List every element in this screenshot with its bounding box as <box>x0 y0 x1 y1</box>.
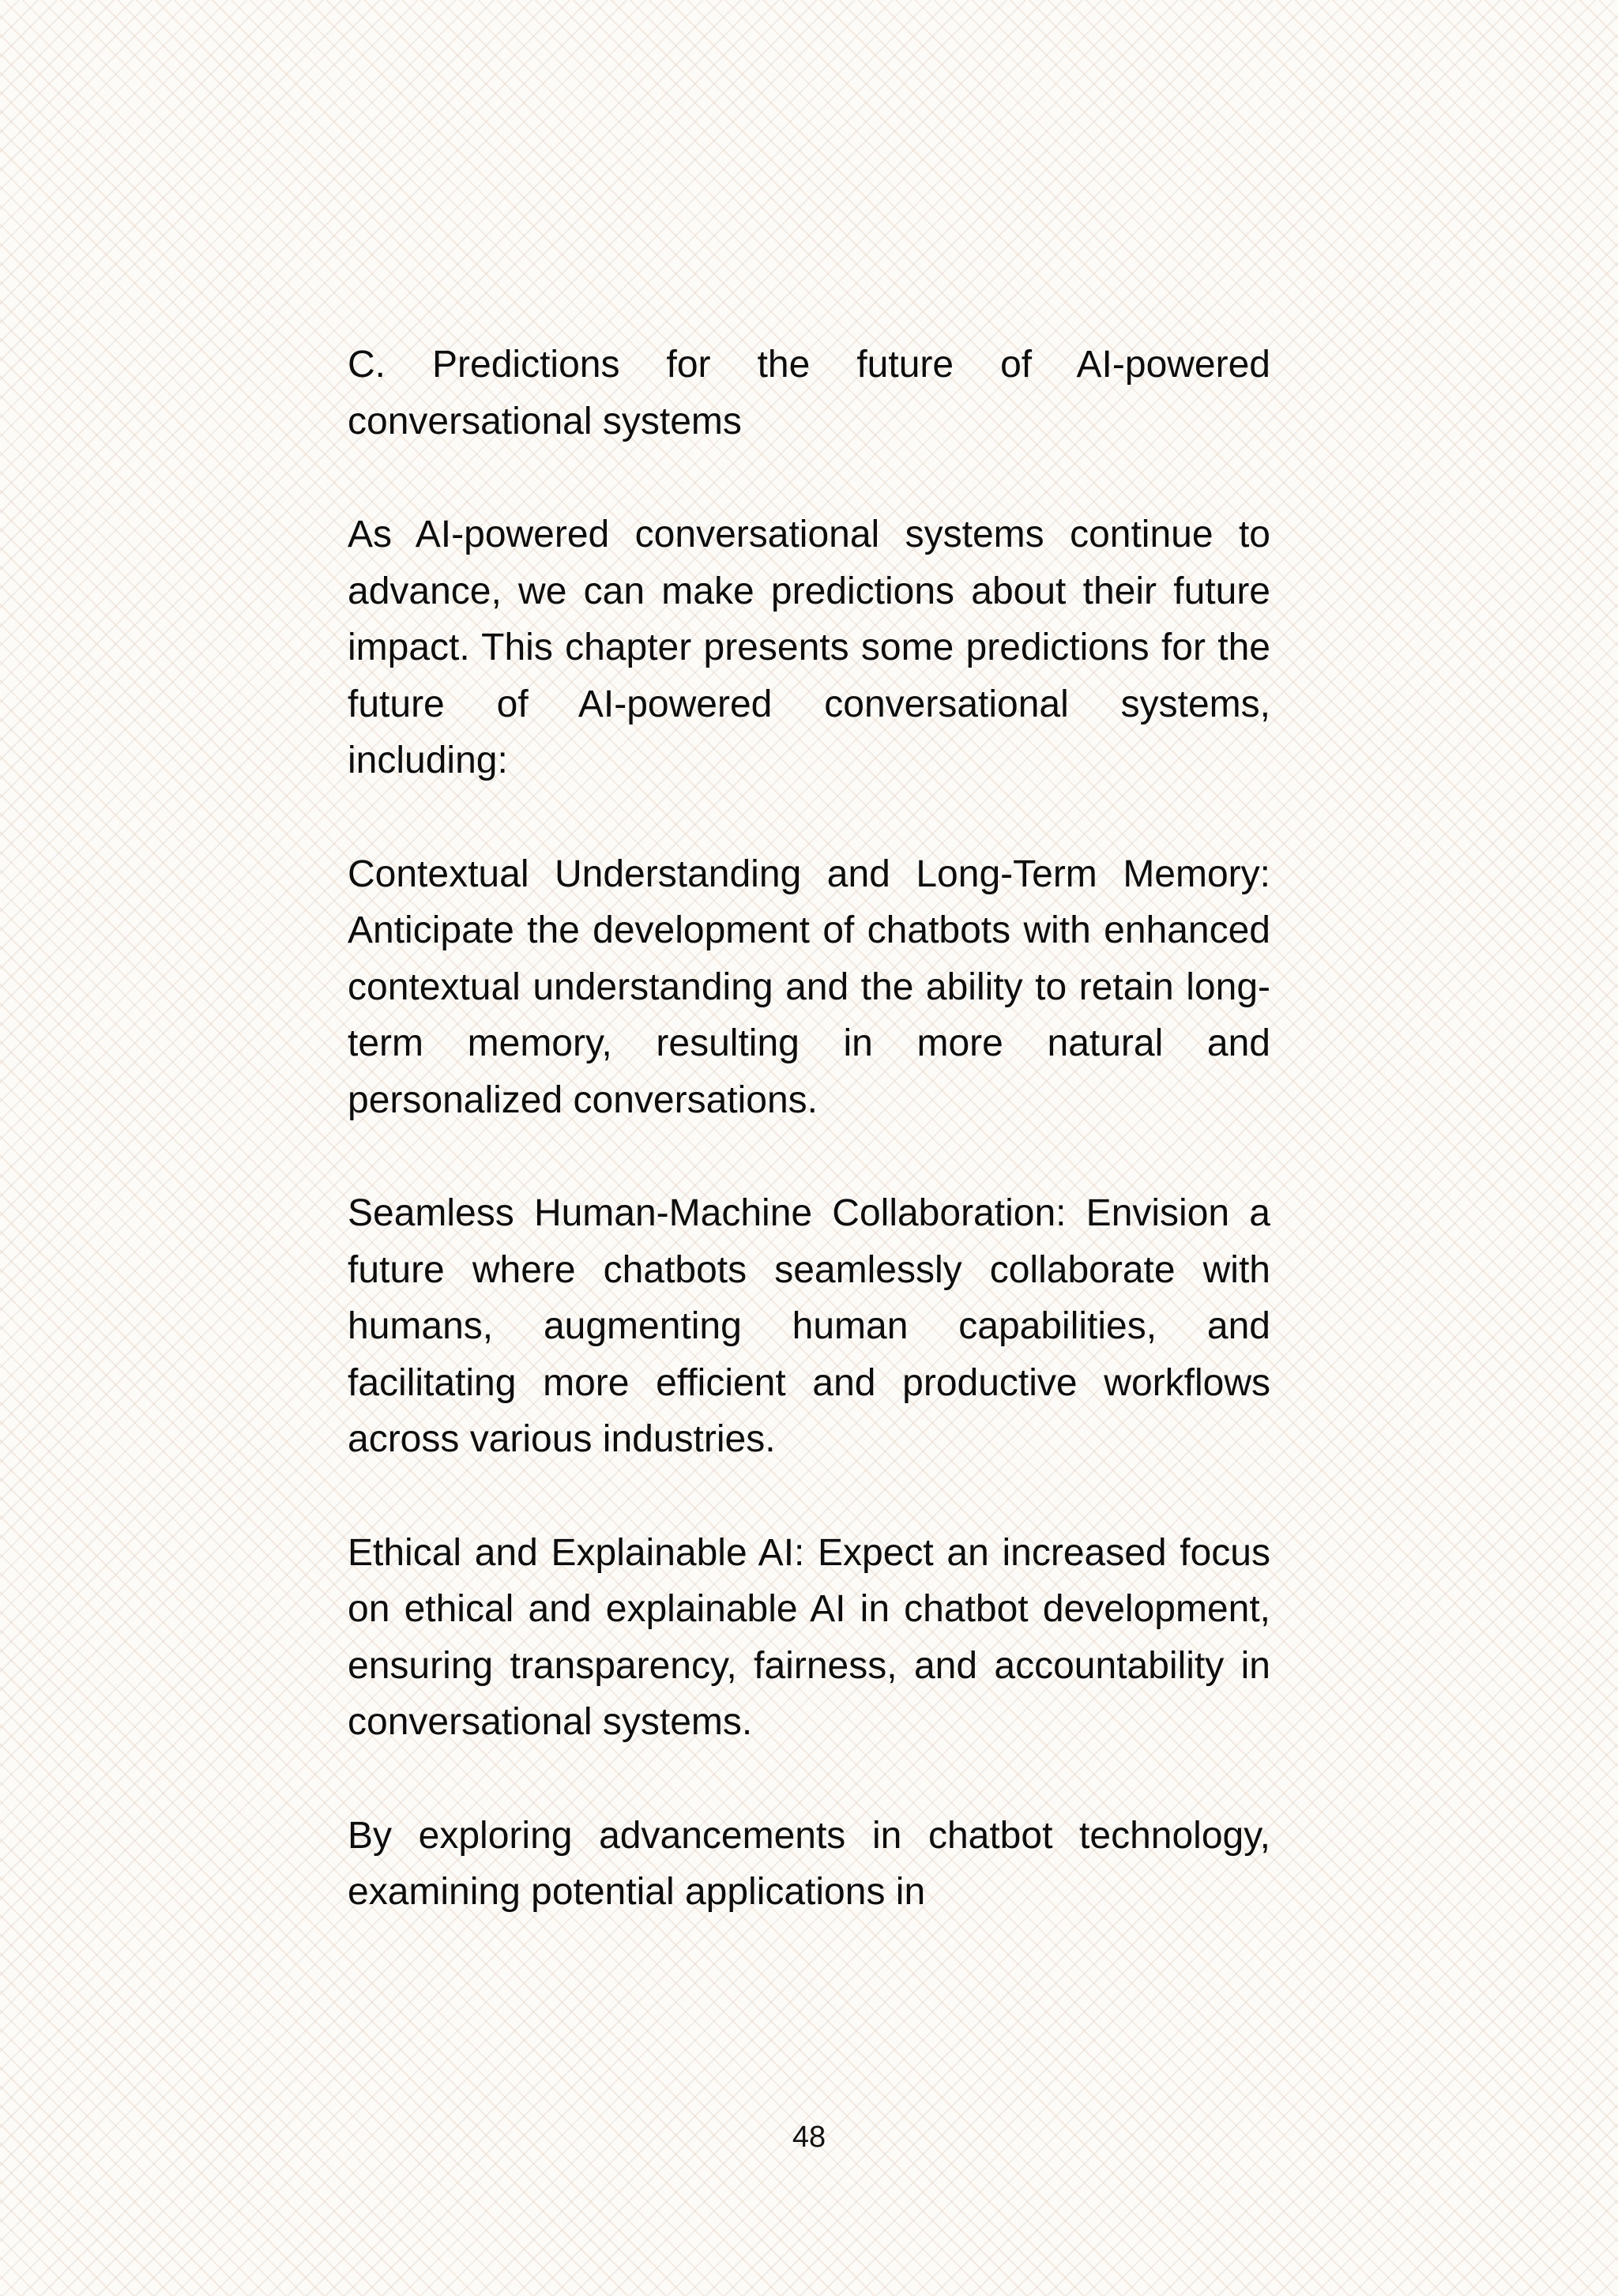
section-heading: C. Predictions for the future of AI-powered conversational systems <box>348 344 1270 442</box>
paragraph-ethical-ai: Ethical and Explainable AI: Expect an increased focus on ethical and explainable AI in chatbot development, ensuring transparency, fairness, and accountability in conversational systems. <box>348 1531 1270 1743</box>
paragraph-contextual-understanding: Contextual Understanding and Long-Term Memory: Anticipate the development of chatbots with enhanced contextual understanding and the ability to retain long-term memory, resulting in more natural and personalized conversations. <box>348 853 1270 1121</box>
paragraph-intro: As AI-powered conversational systems continue to advance, we can make predictions about their future impact. This chapter presents some predictions for the future of AI-powered conversational systems, including: <box>348 514 1270 781</box>
paragraph-closing: By exploring advancements in chatbot technology, examining potential applications in <box>348 1814 1270 1913</box>
page-content <box>348 337 1270 1978</box>
page-number: 48 <box>792 2121 826 2154</box>
paragraph-human-machine-collaboration: Seamless Human-Machine Collaboration: Envision a future where chatbots seamlessly collaborate with humans, augmenting human capabilities, and facilitating more efficient and productive workflows across various industries. <box>348 1192 1270 1460</box>
